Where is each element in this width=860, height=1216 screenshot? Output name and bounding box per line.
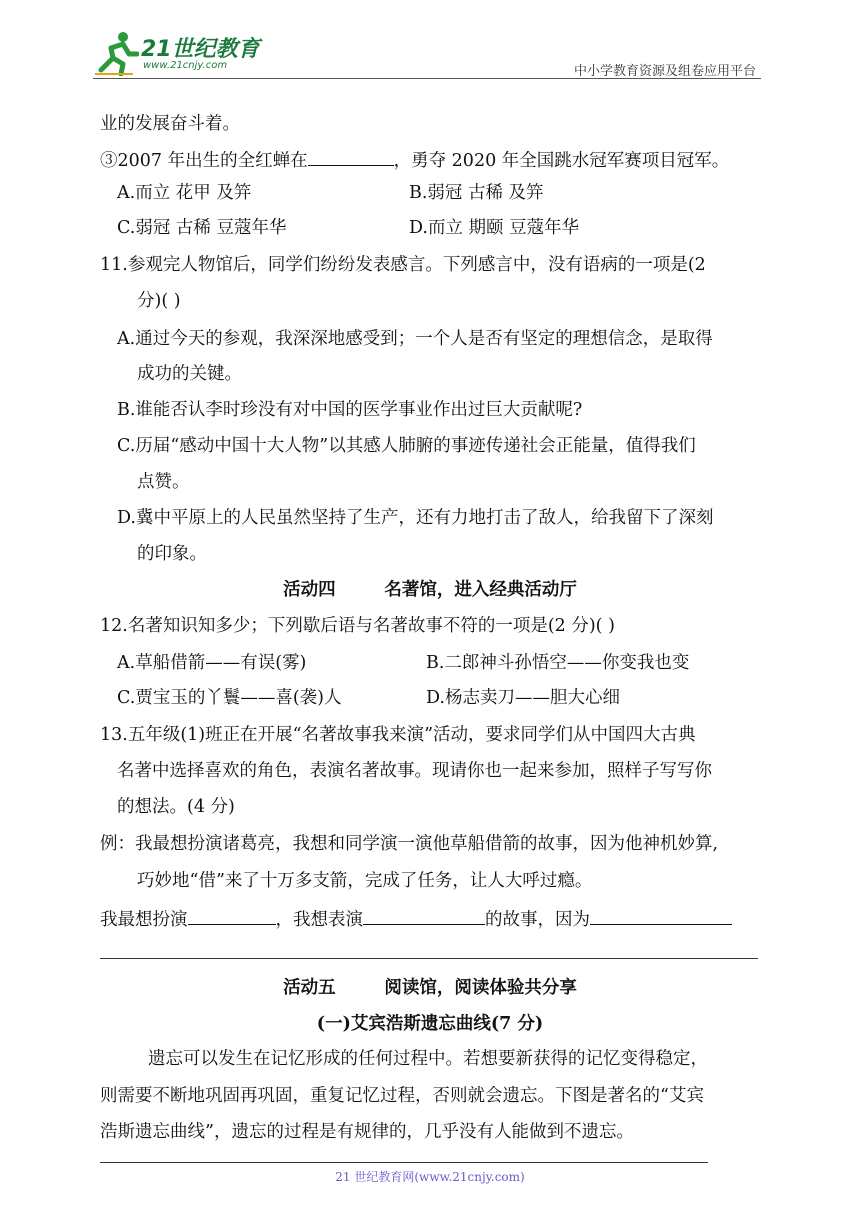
activity-4-heading: 活动四 名著馆，进入经典活动厅: [283, 580, 577, 600]
option-a: A.而立 花甲 及笄: [117, 183, 252, 203]
question-3: [100, 147, 729, 173]
role-blank[interactable]: [188, 906, 276, 925]
option-b: B.谁能否认李时珍没有对中国的医学事业作出过巨大贡献呢?: [117, 400, 583, 420]
platform-name: 中小学教育资源及组卷应用平台: [573, 64, 756, 79]
option-c: C.弱冠 古稀 豆蔻年华: [117, 218, 287, 238]
question-11: 11.参观完人物馆后，同学们纷纷发表感言。下列感言中，没有语病的一项是(2: [100, 255, 706, 275]
example-text: 例：我最想扮演诸葛亮，我想和同学演一演他草船借箭的故事，因为他神机妙算,: [100, 834, 719, 854]
footer-divider: [100, 1162, 708, 1163]
question-13-cont: 名著中选择喜欢的角色，表演名著故事。现请你也一起来参加，照样子写写你: [117, 761, 712, 781]
text-line: 业的发展奋斗着。: [100, 114, 240, 134]
option-b: B.弱冠 古稀 及笄: [409, 183, 544, 203]
logo-text: 21世纪教育: [141, 37, 260, 62]
question-11-cont: 分)( ): [137, 291, 181, 311]
paragraph-text: 浩斯遗忘曲线”，遗忘的过程是有规律的，几乎没有人能做到不遗忘。: [100, 1122, 634, 1142]
option-d: D.而立 期颐 豆蔻年华: [409, 218, 580, 238]
runner-logo-icon: [93, 30, 139, 76]
page-footer: 21 世纪教育网(www.21cnjy.com): [335, 1170, 525, 1184]
option-c-cont: 点赞。: [137, 472, 190, 492]
q3-suffix: ，勇夺 2020 年全国跳水冠军赛项目冠军。: [393, 151, 730, 171]
paragraph-text: 遗忘可以发生在记忆形成的任何过程中。若想要新获得的记忆变得稳定，: [148, 1049, 708, 1069]
page-header: [0, 0, 860, 90]
header-divider: [93, 78, 761, 79]
option-c: C.贾宝玉的丫鬟——喜(袭)人: [117, 688, 342, 708]
reason-blank[interactable]: [590, 906, 732, 925]
section-divider: [100, 958, 758, 959]
fill-label-3: 的故事，因为: [485, 910, 590, 930]
option-a: A.草船借箭——有误(雾): [117, 653, 307, 673]
question-13: 13.五年级(1)班正在开展“名著故事我来演”活动，要求同学们从中国四大古典: [100, 725, 696, 745]
option-d-cont: 的印象。: [137, 544, 207, 564]
logo-url: www.21cnjy.com: [143, 60, 228, 71]
fill-in-sentence: [100, 906, 732, 932]
option-d: D.杨志卖刀——胆大心细: [426, 688, 620, 708]
option-c: C.历届“感动中国十大人物”以其感人肺腑的事迹传递社会正能量，值得我们: [117, 436, 696, 456]
answer-blank[interactable]: [308, 147, 394, 166]
fill-label-1: 我最想扮演: [100, 910, 188, 930]
option-d: D.冀中平原上的人民虽然坚持了生产，还有力地打击了敌人，给我留下了深刻: [117, 508, 714, 528]
story-blank[interactable]: [363, 906, 485, 925]
site-logo: [93, 30, 263, 80]
example-text-cont: 巧妙地“借”来了十万多支箭，完成了任务，让人大呼过瘾。: [137, 871, 593, 891]
paragraph-text: 则需要不断地巩固再巩固，重复记忆过程，否则就会遗忘。下图是著名的“艾宾: [100, 1086, 704, 1106]
option-a: A.通过今天的参观，我深深地感受到；一个人是否有坚定的理想信念，是取得: [117, 329, 713, 349]
question-12: 12.名著知识知多少；下列歇后语与名著故事不符的一项是(2 分)( ): [100, 616, 615, 636]
question-13-cont: 的想法。(4 分): [117, 797, 235, 817]
fill-label-2: ，我想表演: [275, 910, 363, 930]
section-1-heading: (一)艾宾浩斯遗忘曲线(7 分): [316, 1014, 544, 1034]
option-b: B.二郎神斗孙悟空——你变我也变: [426, 653, 690, 673]
option-a-cont: 成功的关键。: [137, 364, 242, 384]
q3-prefix: ③2007 年出生的全红蝉在: [100, 151, 308, 171]
activity-5-heading: 活动五 阅读馆，阅读体验共分享: [283, 978, 577, 998]
